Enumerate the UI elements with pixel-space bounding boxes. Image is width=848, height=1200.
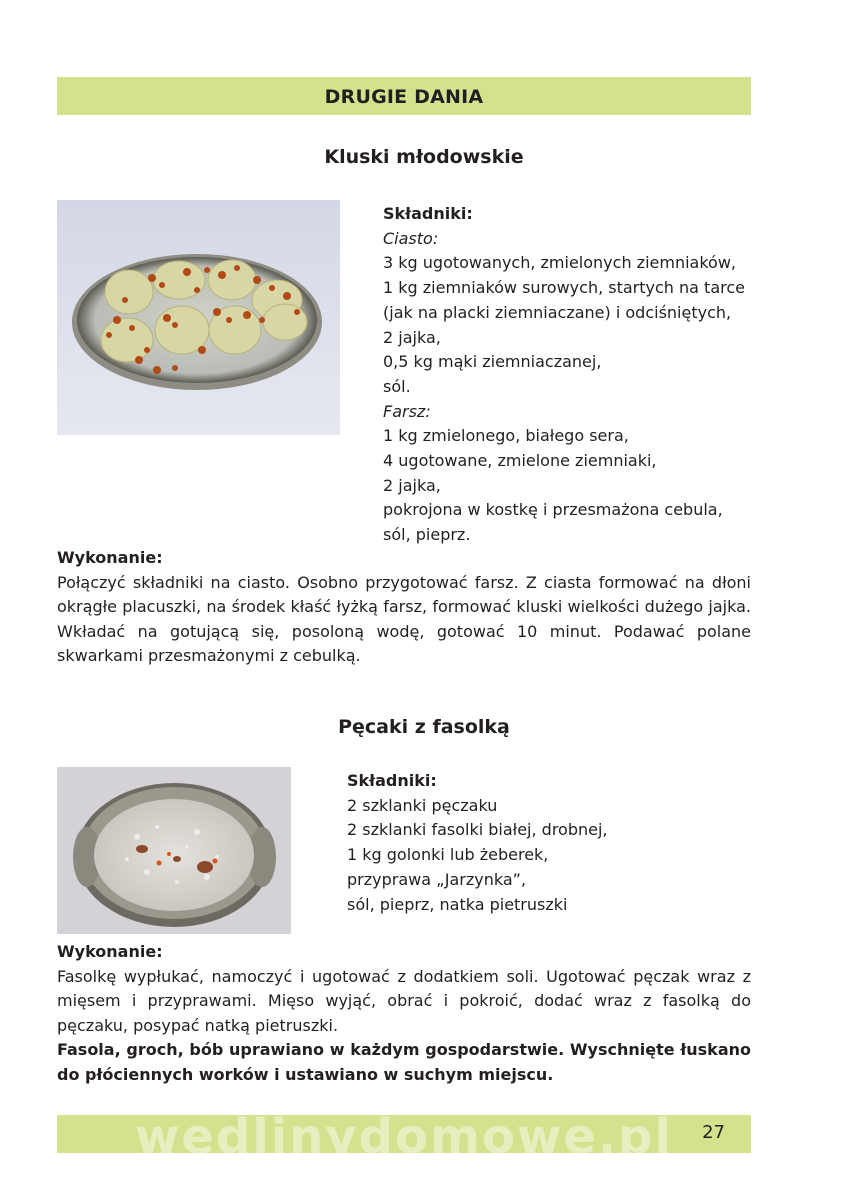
soup-bowl-photo <box>57 767 291 934</box>
ingredient-item: 3 kg ugotowanych, zmielonych ziemniaków, <box>383 253 736 273</box>
ingredient-item: 4 ugotowane, zmielone ziemniaki, <box>383 451 657 471</box>
ingredient-item: 2 jajka, <box>383 327 441 347</box>
method-pecaki <box>57 940 751 1087</box>
ingredient-item: przyprawa „Jarzynka”, <box>347 869 527 889</box>
ingredient-item: 0,5 kg mąki ziemniaczanej, <box>383 352 602 372</box>
footer-bar <box>57 1109 751 1165</box>
note-text: Fasola, groch, bób uprawiano w każdym gospodarstwie. Wyschnięte łuskano do płóciennych worków i ustawiano w suchym miejscu. <box>57 1040 751 1084</box>
recipe-title-kluski: Kluski młodowskie <box>324 146 524 168</box>
watermark-text: wedlinydomowe.pl <box>135 1109 673 1165</box>
ingredient-item: pokrojona w kostkę i przesmażona cebula, <box>383 500 723 520</box>
method-kluski <box>57 546 751 669</box>
ingredient-item: 2 jajka, <box>383 475 441 495</box>
ingredient-item: 1 kg golonki lub żeberek, <box>347 845 549 865</box>
farsz-label: Farsz: <box>383 401 431 421</box>
method-heading: Wykonanie: <box>57 942 163 961</box>
ingredients-kluski <box>383 202 745 548</box>
page-number: 27 <box>702 1122 725 1143</box>
section-header-bar <box>57 77 751 115</box>
ingredients-heading: Składniki: <box>383 204 473 223</box>
ingredient-item: 2 szklanki fasolki białej, drobnej, <box>347 820 608 840</box>
ingredients-heading: Składniki: <box>347 771 437 790</box>
ingredient-item: sól. <box>383 376 411 396</box>
dumplings-photo <box>57 200 340 435</box>
ingredient-item: 2 szklanki pęczaku <box>347 795 498 815</box>
ingredient-item: sól, pieprz, natka pietruszki <box>347 894 568 914</box>
method-text: Połączyć składniki na ciasto. Osobno przygotować farsz. Z ciasta formować na dłoni okrągłe placuszki, na środek kłaść łyżką farsz, formować kluski wielkości dużego jajka. Wkładać na gotującą się, posoloną wodę, gotować 10 minut. Podawać polane skwarkami przesmażonymi z cebulką. <box>57 572 751 665</box>
ingredient-item: sól, pieprz. <box>383 525 471 545</box>
ciasto-label: Ciasto: <box>383 228 439 248</box>
method-text: Fasolkę wypłukać, namoczyć i ugotować z dodatkiem soli. Ugotować pęczak wraz z mięsem i przyprawami. Mięso wyjąć, obrać i pokroić, dodać wraz z fasolką do pęczaku, posypać natką pietruszki. <box>57 966 751 1035</box>
recipe-title-pecaki: Pęcaki z fasolką <box>338 716 510 738</box>
ingredient-item: 1 kg ziemniaków surowych, startych na tarce <box>383 278 745 298</box>
ingredients-pecaki <box>347 769 608 917</box>
section-title: DRUGIE DANIA <box>324 86 484 108</box>
ingredient-item: 1 kg zmielonego, białego sera, <box>383 426 629 446</box>
ingredient-item: (jak na placki ziemniaczane) i odciśniętych, <box>383 302 732 322</box>
method-heading: Wykonanie: <box>57 548 163 567</box>
